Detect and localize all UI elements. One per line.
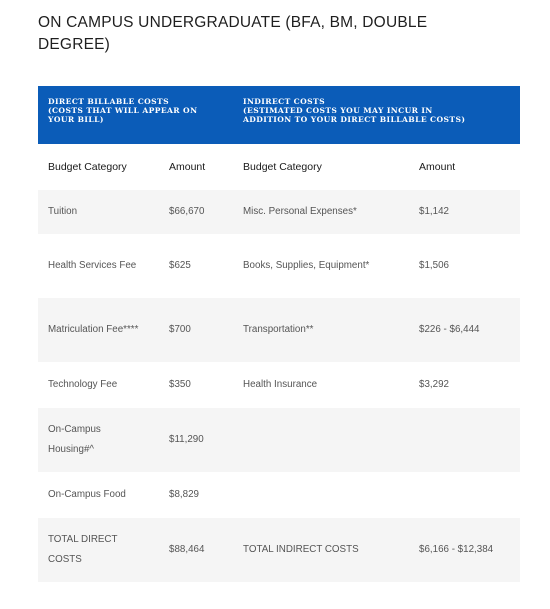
direct-amount-cell: $11,290: [159, 408, 233, 472]
indirect-category-cell: Transportation**: [233, 298, 409, 362]
column-subheader-row: [38, 144, 520, 190]
table-row: [38, 472, 520, 518]
table-row: [38, 298, 520, 362]
amount-heading: Amount: [419, 161, 456, 173]
amount-heading: Amount: [169, 161, 206, 173]
indirect-amount-cell: $1,506: [419, 260, 449, 271]
direct-category-cell: On-Campus Food: [48, 489, 126, 500]
indirect-category-cell: Books, Supplies, Equipment*: [243, 260, 370, 271]
indirect-amount-cell: $1,142: [409, 190, 520, 234]
table-row: [38, 234, 520, 298]
indirect-category-cell: [233, 408, 409, 472]
total-direct-amount: $88,464: [159, 518, 233, 582]
direct-category-cell: Matriculation Fee****: [38, 298, 159, 362]
direct-amount-cell: $350: [169, 379, 191, 390]
total-indirect-label: TOTAL INDIRECT COSTS: [233, 518, 409, 582]
table-header-row: [38, 86, 520, 144]
indirect-costs-header: [233, 86, 520, 144]
indirect-header-line-1: INDIRECT COSTS: [243, 97, 325, 106]
indirect-header-line-3: ADDITION TO YOUR DIRECT BILLABLE COSTS): [243, 115, 466, 124]
direct-amount-cell: $700: [159, 298, 233, 362]
direct-amount-cell: $625: [169, 260, 191, 271]
indirect-category-cell: Health Insurance: [243, 379, 318, 390]
indirect-amount-cell: $226 - $6,444: [409, 298, 520, 362]
direct-costs-header: [38, 86, 233, 144]
budget-category-heading: Budget Category: [48, 161, 127, 173]
direct-category-cell: On-Campus Housing#^: [38, 408, 159, 472]
indirect-category-cell: Misc. Personal Expenses*: [233, 190, 409, 234]
direct-header-line-1: DIRECT BILLABLE COSTS: [48, 97, 169, 106]
indirect-amount-cell: [409, 472, 520, 518]
direct-category-cell: Tuition: [38, 190, 159, 234]
direct-header-line-2: (COSTS THAT WILL APPEAR ON: [48, 106, 198, 115]
total-direct-label: TOTAL DIRECT COSTS: [38, 518, 159, 582]
table-row: [38, 362, 520, 408]
indirect-amount-cell: [409, 408, 520, 472]
direct-category-cell: Technology Fee: [48, 379, 118, 390]
cost-table: [38, 86, 520, 582]
table-row: [38, 408, 520, 472]
direct-header-line-3: YOUR BILL): [48, 115, 104, 124]
page-title: ON CAMPUS UNDERGRADUATE (BFA, BM, DOUBLE DEGREE): [38, 14, 428, 53]
direct-amount-cell: $8,829: [169, 489, 199, 500]
indirect-amount-cell: $3,292: [419, 379, 449, 390]
indirect-category-cell: [233, 472, 409, 518]
table-row: [38, 190, 520, 234]
direct-category-cell: Health Services Fee: [48, 260, 137, 271]
indirect-header-line-2: (ESTIMATED COSTS YOU MAY INCUR IN: [243, 106, 433, 115]
table-row-totals: [38, 518, 520, 582]
direct-amount-cell: $66,670: [159, 190, 233, 234]
total-indirect-amount: $6,166 - $12,384: [409, 518, 520, 582]
budget-category-heading: Budget Category: [243, 161, 322, 173]
